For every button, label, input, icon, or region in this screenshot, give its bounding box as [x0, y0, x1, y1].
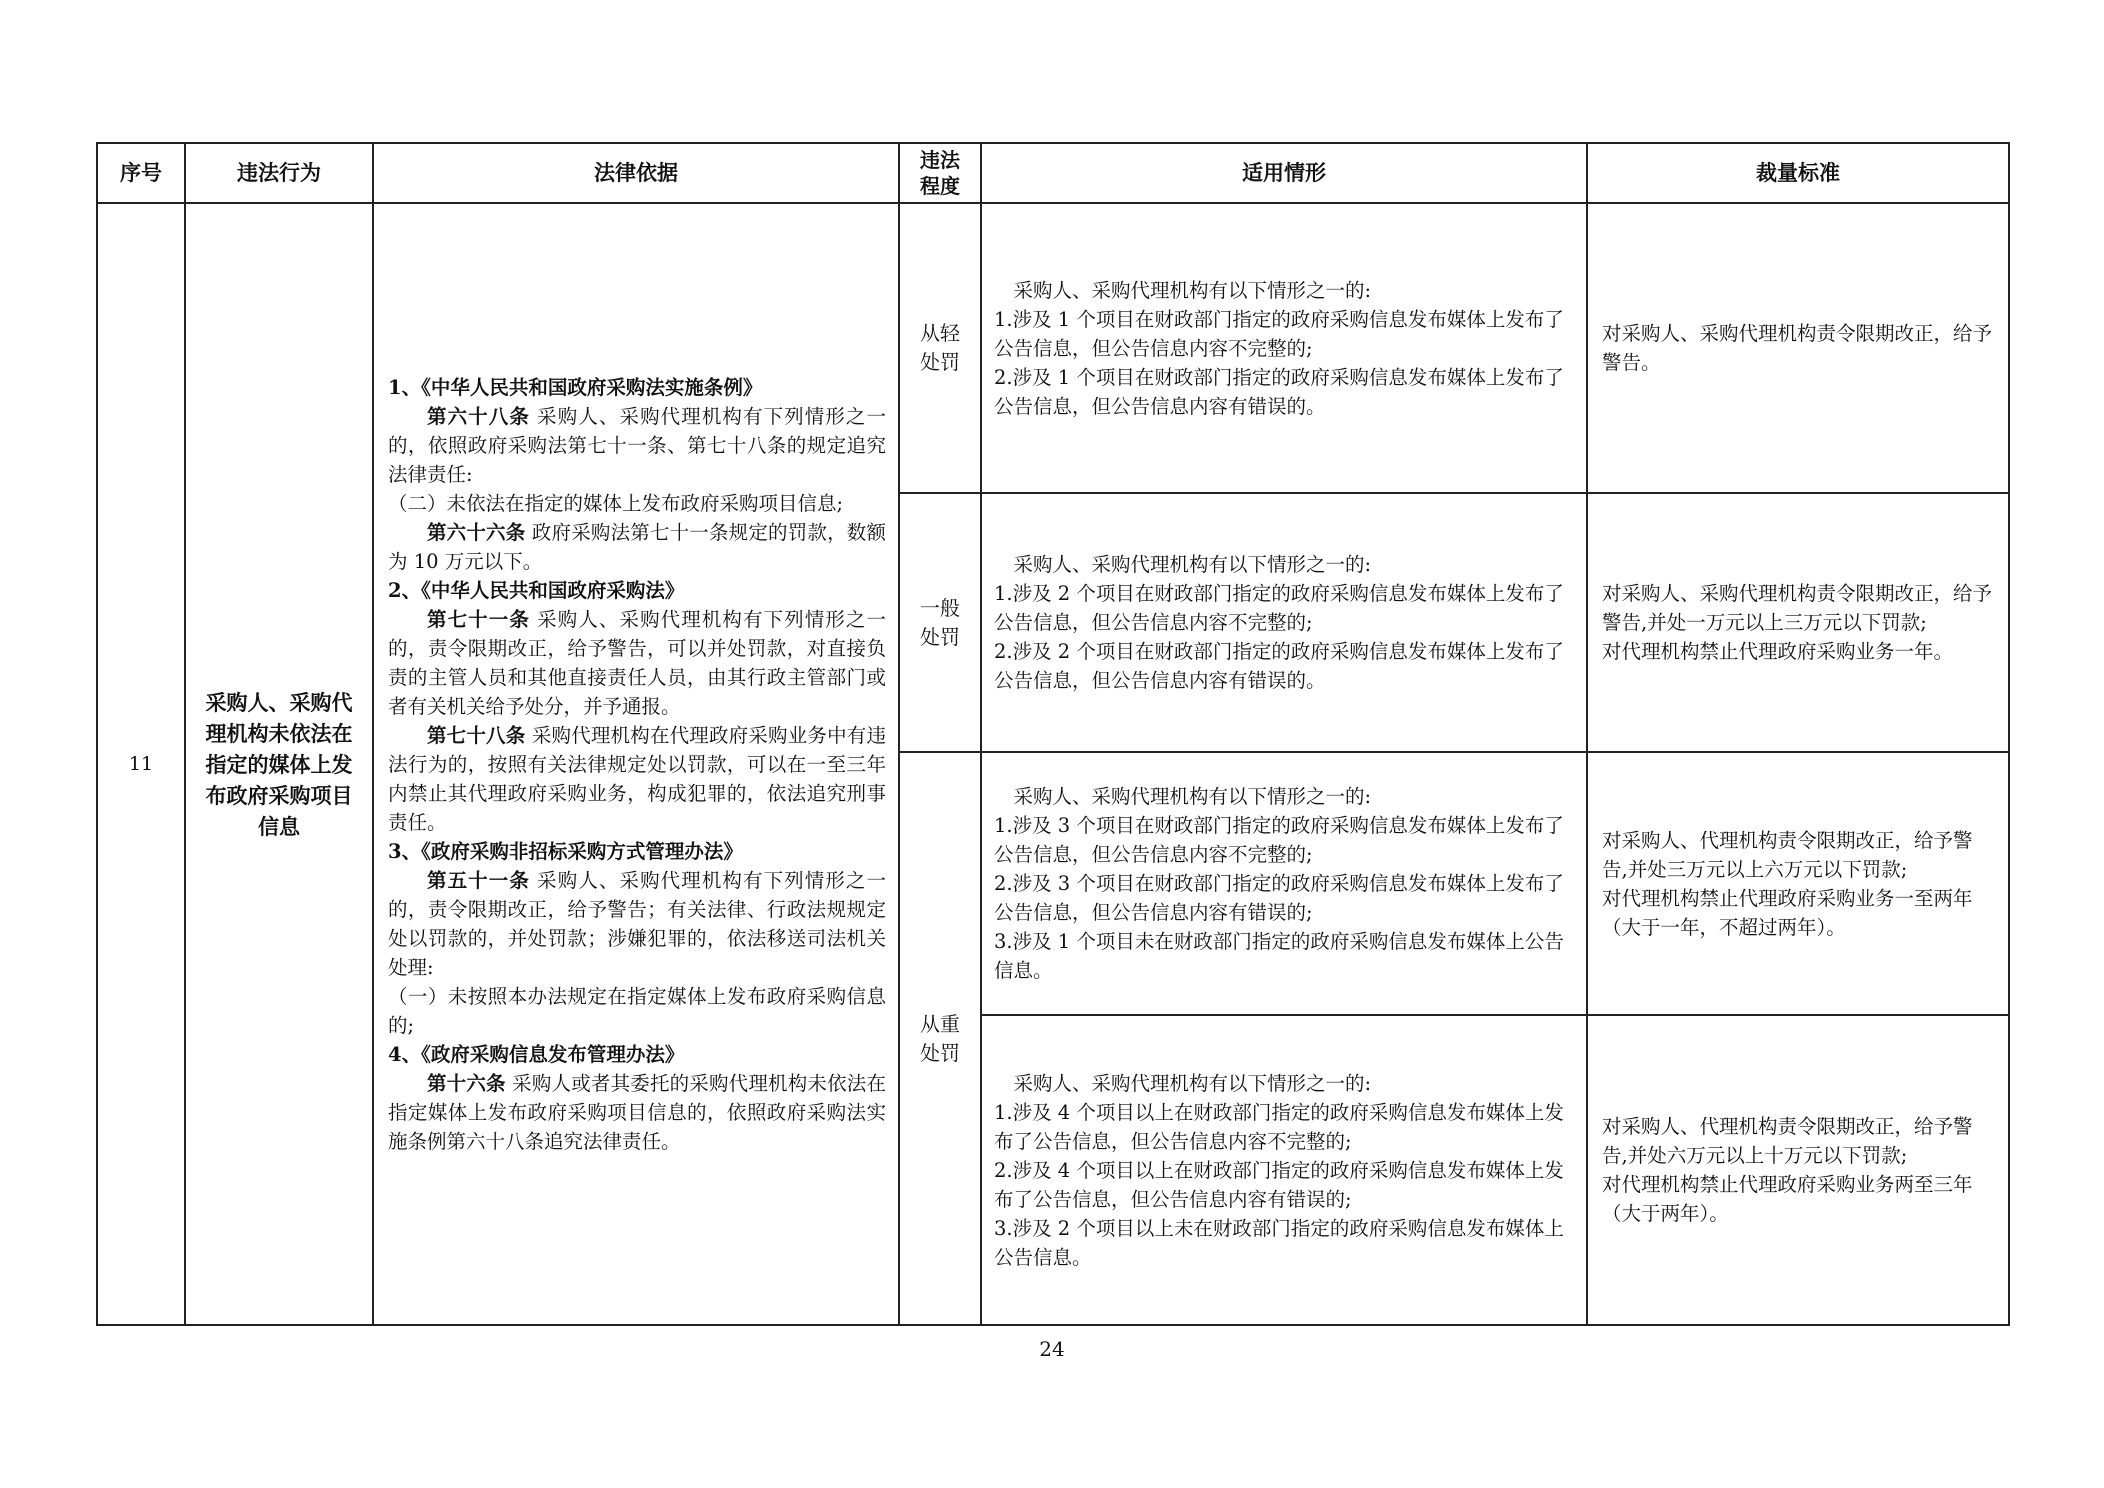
standard-line: 对代理机构禁止代理政府采购业务一至两年（大于一年，不超过两年）。: [1602, 886, 1973, 939]
degree-line: 从重: [920, 1011, 960, 1036]
situation-item: 2.涉及 4 个项目以上在财政部门指定的政府采购信息发布媒体上发布了公告信息，但公告信息内容有错误的;: [994, 1158, 1564, 1211]
header-seq: 序号: [97, 143, 185, 203]
law-article: [388, 721, 886, 837]
degree-line: 一般: [920, 595, 960, 620]
header-standard: 裁量标准: [1587, 143, 2009, 203]
article-label: 第六十八条: [427, 404, 530, 428]
situation-item: 3.涉及 2 个项目以上未在财政部门指定的政府采购信息发布媒体上公告信息。: [994, 1216, 1564, 1269]
article-text: 采购人、采购代理机构有下列情形之一的，责令限期改正，给予警告，可以并处罚款，对直接负责的主管人员和其他直接责任人员，由其行政主管部门或者有关机关给予处分，并予通报。: [388, 607, 886, 718]
situation-item: 1.涉及 4 个项目以上在财政部门指定的政府采购信息发布媒体上发布了公告信息，但公告信息内容不完整的;: [994, 1100, 1564, 1153]
article-label: 第七十八条: [427, 723, 526, 747]
degree-light: [899, 203, 981, 493]
law-article: [388, 518, 886, 576]
standard-line: 对代理机构禁止代理政府采购业务两至三年（大于两年）。: [1602, 1173, 1973, 1225]
header-situation: 适用情形: [981, 143, 1587, 203]
standard-line: 对采购人、采购代理机构责令限期改正，给予警告。: [1602, 322, 1993, 374]
degree-line: 处罚: [920, 350, 960, 374]
article-label: 第十六条: [427, 1071, 506, 1095]
table-row: [97, 203, 2009, 493]
law-heading-3: 3、《政府采购非招标采购方式管理办法》: [388, 839, 743, 863]
page-number: 24: [1039, 1337, 1065, 1361]
law-heading-2: 2、《中华人民共和国政府采购法》: [388, 578, 685, 602]
row-seq: 11: [97, 203, 185, 1325]
situation-general: [981, 493, 1587, 752]
table-header-row: [97, 143, 2009, 203]
degree-line: 从轻: [920, 321, 960, 345]
article-text: 采购代理机构在代理政府采购业务中有违法行为的，按照有关法律规定处以罚款，可以在一至三年内禁止其代理政府采购业务，构成犯罪的，依法追究刑事责任。: [388, 723, 886, 834]
law-article: [388, 605, 886, 721]
law-item: （二）未依法在指定的媒体上发布政府采购项目信息;: [388, 491, 844, 515]
situation-intro: 采购人、采购代理机构有以下情形之一的:: [1013, 553, 1372, 576]
header-act: 违法行为: [185, 143, 373, 203]
degree-line: 处罚: [920, 1040, 960, 1065]
degree-heavy: [899, 752, 981, 1325]
situation-item: 2.涉及 3 个项目在财政部门指定的政府采购信息发布媒体上发布了公告信息，但公告信息内容有错误的;: [994, 872, 1564, 924]
degree-general: [899, 493, 981, 752]
header-law: 法律依据: [373, 143, 899, 203]
law-article: [388, 1069, 886, 1156]
standard-light: [1587, 203, 2009, 493]
standard-line: 对采购人、代理机构责令限期改正，给予警告,并处三万元以上六万元以下罚款;: [1602, 828, 1973, 881]
law-heading-1: 1、《中华人民共和国政府采购法实施条例》: [388, 375, 763, 399]
standard-heavy-a: [1587, 752, 2009, 1015]
situation-item: 2.涉及 2 个项目在财政部门指定的政府采购信息发布媒体上发布了公告信息，但公告信息内容有错误的。: [994, 640, 1564, 692]
article-text: 政府采购法第七十一条规定的罚款，数额为 10 万元以下。: [388, 520, 886, 573]
situation-item: 2.涉及 1 个项目在财政部门指定的政府采购信息发布媒体上发布了公告信息，但公告信息内容有错误的。: [994, 365, 1564, 418]
standard-line: 对代理机构禁止代理政府采购业务一年。: [1602, 640, 1954, 663]
situation-item: 3.涉及 1 个项目未在财政部门指定的政府采购信息发布媒体上公告信息。: [994, 930, 1564, 982]
law-article: [388, 866, 886, 982]
article-label: 第七十一条: [427, 607, 530, 631]
situation-heavy-a: [981, 752, 1587, 1015]
degree-line: 处罚: [920, 624, 960, 649]
article-text: 采购人或者其委托的采购代理机构未依法在指定媒体上发布政府采购项目信息的，依照政府采购法实施条例第六十八条追究法律责任。: [388, 1071, 886, 1153]
article-text: 采购人、采购代理机构有下列情形之一的，依照政府采购法第七十一条、第七十八条的规定追究法律责任:: [388, 404, 886, 486]
article-label: 第五十一条: [427, 868, 530, 892]
law-item: （一）未按照本办法规定在指定媒体上发布政府采购信息的;: [388, 984, 886, 1037]
law-heading-4: 4、《政府采购信息发布管理办法》: [388, 1042, 685, 1066]
header-degree: 违法程度: [899, 143, 981, 203]
row-violation: 采购人、采购代理机构未依法在指定的媒体上发布政府采购项目信息: [185, 203, 373, 1325]
standard-line: 对采购人、采购代理机构责令限期改正，给予警告,并处一万元以上三万元以下罚款;: [1602, 582, 1993, 634]
law-article: [388, 402, 886, 489]
article-text: 采购人、采购代理机构有下列情形之一的，责令限期改正，给予警告；有关法律、行政法规规定处以罚款的，并处罚款；涉嫌犯罪的，依法移送司法机关处理:: [388, 868, 886, 979]
situation-item: 1.涉及 1 个项目在财政部门指定的政府采购信息发布媒体上发布了公告信息，但公告信息内容不完整的;: [994, 307, 1564, 360]
standard-line: 对采购人、代理机构责令限期改正，给予警告,并处六万元以上十万元以下罚款;: [1602, 1115, 1973, 1167]
penalty-discretion-table: [96, 142, 2010, 1326]
situation-intro: 采购人、采购代理机构有以下情形之一的:: [1013, 278, 1372, 302]
situation-light: [981, 203, 1587, 493]
standard-general: [1587, 493, 2009, 752]
situation-item: 1.涉及 3 个项目在财政部门指定的政府采购信息发布媒体上发布了公告信息，但公告信息内容不完整的;: [994, 814, 1564, 866]
situation-intro: 采购人、采购代理机构有以下情形之一的:: [1013, 785, 1372, 808]
situation-item: 1.涉及 2 个项目在财政部门指定的政府采购信息发布媒体上发布了公告信息，但公告信息内容不完整的;: [994, 582, 1564, 634]
row-legal-basis: [373, 203, 899, 1325]
article-label: 第六十六条: [427, 520, 526, 544]
standard-heavy-b: [1587, 1015, 2009, 1325]
situation-intro: 采购人、采购代理机构有以下情形之一的:: [1013, 1071, 1372, 1095]
situation-heavy-b: [981, 1015, 1587, 1325]
